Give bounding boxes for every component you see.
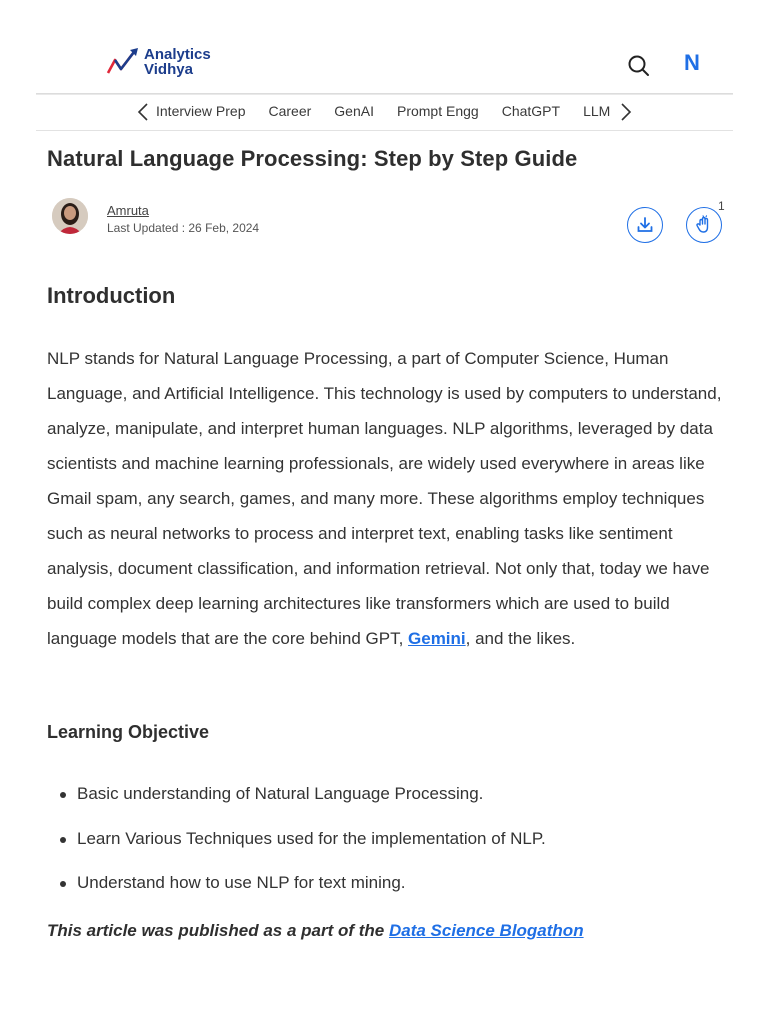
list-item: Understand how to use NLP for text mining.	[60, 869, 546, 914]
chevron-right-icon[interactable]	[619, 102, 633, 122]
list-item: Learn Various Techniques used for the implementation of NLP.	[60, 825, 546, 870]
introduction-paragraph	[47, 341, 737, 656]
gemini-link[interactable]: Gemini	[408, 629, 466, 648]
nav-item-chatgpt[interactable]: ChatGPT	[501, 103, 561, 119]
download-icon	[635, 215, 655, 235]
introduction-heading: Introduction	[47, 283, 176, 308]
logo-icon	[106, 47, 140, 77]
learning-objectives-list	[60, 780, 546, 914]
article-title: Natural Language Processing: Step by Step Guide	[47, 146, 578, 171]
nav-item-llm[interactable]: LLM	[583, 103, 611, 119]
avatar-portrait-icon	[52, 198, 88, 234]
learning-objective-heading: Learning Objective	[47, 722, 210, 742]
user-avatar-initial[interactable]: N	[684, 50, 700, 75]
chevron-left-icon[interactable]	[136, 102, 150, 122]
last-updated-date: Last Updated : 26 Feb, 2024	[107, 221, 260, 235]
category-nav	[36, 94, 733, 131]
clap-button[interactable]	[686, 207, 722, 243]
download-button[interactable]	[627, 207, 663, 243]
logo-line-1: Analytics	[144, 46, 211, 63]
nav-item-career[interactable]: Career	[268, 103, 312, 119]
intro-text-part-1: NLP stands for Natural Language Processing, a part of Computer Science, Human Language, and Artificial Intelligence. This technology is used by computers to understand, analyze, manipulate, and interpret human languages. NLP algorithms, leveraged by data scientists and machine learning professionals, are widely used everywhere in areas like Gmail spam, any search, games, and many more. These algorithms employ techniques such as neural networks to process and interpret text, enabling tasks like sentiment analysis, document classification, and information retrieval. Not only that, today we have build complex deep learning architectures like transformers which are used to build language models that are the core behind GPT,	[47, 349, 722, 648]
nav-item-prompt-engg[interactable]: Prompt Engg	[396, 103, 479, 119]
data-science-blogathon-link[interactable]: Data Science Blogathon	[388, 921, 584, 940]
note-text: This article was published as a part of the	[47, 921, 389, 940]
search-icon[interactable]	[626, 53, 652, 79]
category-list	[156, 103, 633, 119]
blogathon-note	[47, 921, 584, 941]
author-avatar[interactable]	[52, 198, 88, 234]
nav-item-interview-prep[interactable]: Interview Prep	[156, 103, 246, 119]
clap-icon	[694, 215, 714, 235]
clap-count: 1	[718, 199, 725, 213]
logo-line-2: Vidhya	[144, 61, 193, 78]
list-item: Basic understanding of Natural Language Processing.	[60, 780, 546, 825]
nav-item-genai[interactable]: GenAI	[334, 103, 374, 119]
logo-wordmark	[144, 47, 211, 77]
intro-text-part-2: , and the likes.	[465, 629, 576, 648]
analytics-vidhya-logo[interactable]	[106, 47, 211, 77]
author-name-link[interactable]: Amruta	[107, 203, 149, 218]
site-header	[36, 36, 733, 94]
